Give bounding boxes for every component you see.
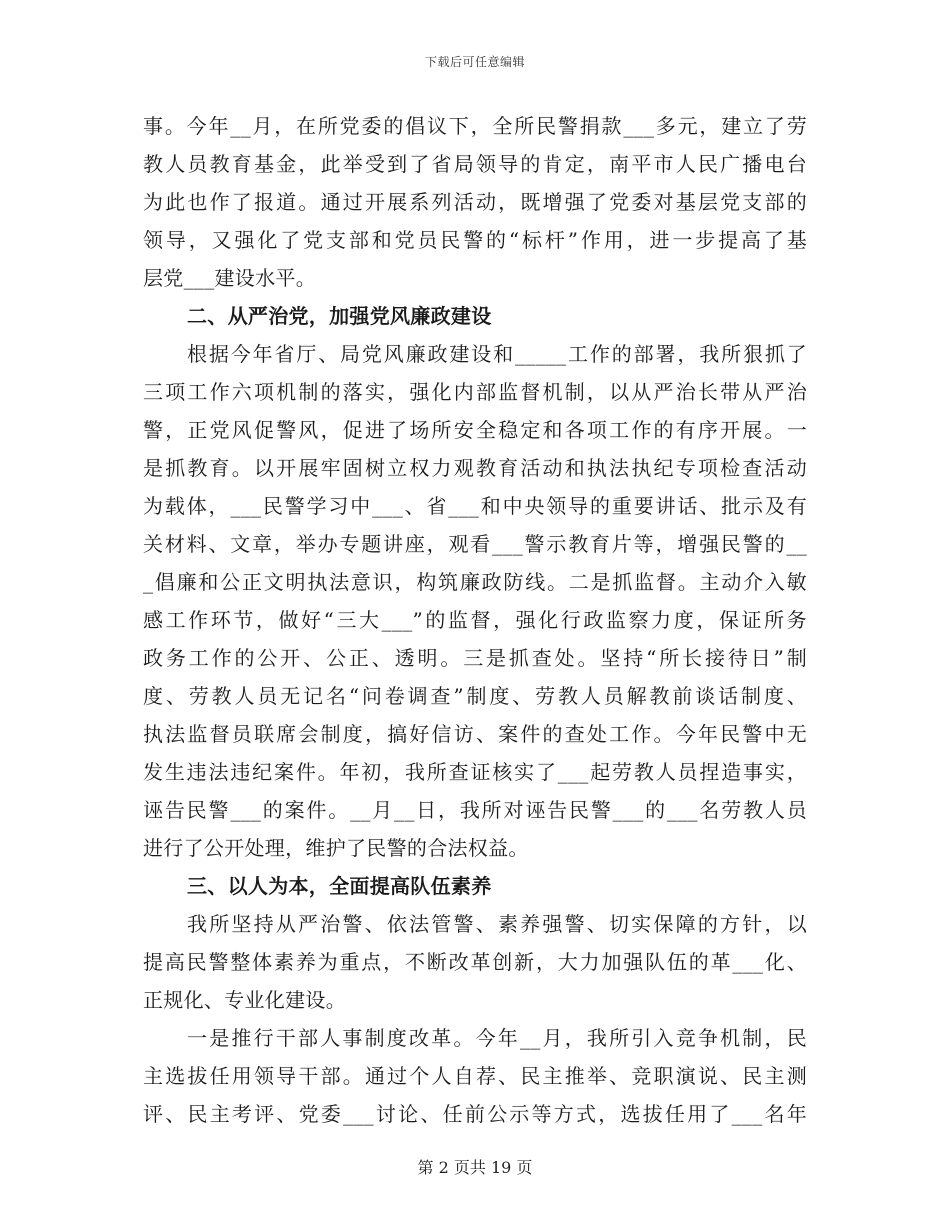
text-line: 为此也作了报道。通过开展系列活动，既增强了党委对基层党支部的: [143, 190, 807, 214]
text-line: 正规化、专业化建设。: [143, 988, 346, 1012]
text-line: 我所坚持从严治警、依法管警、素养强警、切实保障的方针，以: [187, 912, 807, 936]
text-line: 关材料、文章，举办专题讲座，观看___警示教育片等，增强民警的__: [143, 532, 807, 556]
page-number: 第 2 页共 19 页: [417, 1158, 533, 1177]
text-line: 诬告民警___的案件。__月__日，我所对诬告民警___的___名劳教人员: [143, 798, 807, 822]
text-line: 主选拔任用领导干部。通过个人自荐、民主推举、竞职演说、民主测: [143, 1064, 807, 1088]
text-line: 是抓教育。以开展牢固树立权力观教育活动和执法执纪专项检查活动: [143, 456, 807, 480]
text-line: 根据今年省厅、局党风廉政建设和_____工作的部署，我所狠抓了: [187, 342, 807, 366]
text-line: 感工作环节，做好“三大___”的监督，强化行政监察力度，保证所务: [143, 608, 807, 632]
text-line: 一是推行干部人事制度改革。今年__月，我所引入竞争机制，民: [187, 1026, 807, 1050]
section-heading: 二、从严治党，加强党风廉政建设: [187, 304, 492, 328]
page-header: 下载后可任意编辑: [424, 55, 525, 69]
text-line: 为载体，___民警学习中___、省___和中央领导的重要讲话、批示及有: [143, 494, 807, 518]
text-line: 事。今年__月，在所党委的倡议下，全所民警捐款___多元，建立了劳: [143, 114, 807, 138]
text-line: 层党___建设水平。: [143, 266, 316, 290]
text-line: 教人员教育基金，此举受到了省局领导的肯定，南平市人民广播电台: [143, 152, 807, 176]
text-line: 三项工作六项机制的落实，强化内部监督机制，以从严治长带从严治: [143, 380, 807, 404]
text-line: 执法监督员联席会制度，搞好信访、案件的查处工作。今年民警中无: [143, 722, 807, 746]
text-line: 警，正党风促警风，促进了场所安全稳定和各项工作的有序开展。一: [143, 418, 807, 442]
section-heading: 三、以人为本，全面提高队伍素养: [187, 874, 492, 898]
text-line: _倡廉和公正文明执法意识，构筑廉政防线。二是抓监督。主动介入敏: [143, 570, 807, 594]
text-line: 度、劳教人员无记名“问卷调查”制度、劳教人员解教前谈话制度、: [143, 684, 807, 708]
text-line: 提高民警整体素养为重点，不断改革创新，大力加强队伍的革___化、: [143, 950, 807, 974]
document-body: [143, 107, 807, 1133]
text-line: 进行了公开处理，维护了民警的合法权益。: [143, 836, 529, 860]
text-line: 领导，又强化了党支部和党员民警的“标杆”作用，进一步提高了基: [143, 228, 807, 252]
text-line: 评、民主考评、党委___讨论、任前公示等方式，选拔任用了___名年: [143, 1102, 807, 1126]
text-line: 发生违法违纪案件。年初，我所查证核实了___起劳教人员捏造事实，: [143, 760, 807, 784]
text-line: 政务工作的公开、公正、透明。三是抓查处。坚持“所长接待日”制: [143, 646, 807, 670]
